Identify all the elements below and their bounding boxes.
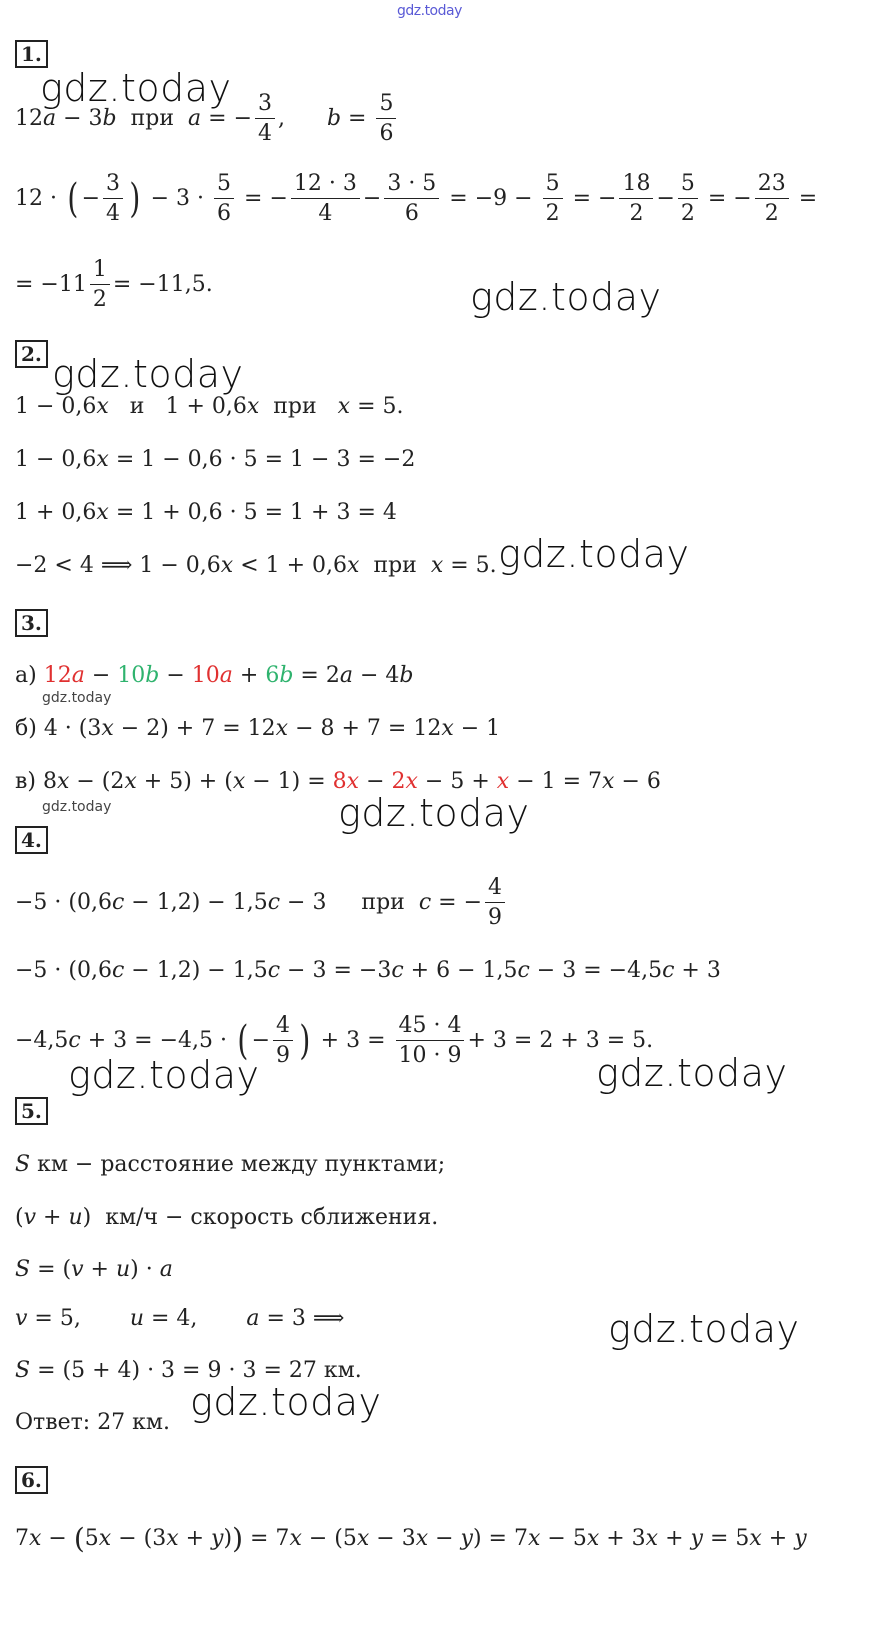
task-2-line-3: 1 + 0,6 x = 1 + 0,6 · 5 = 1 + 3 = 4 xyxy=(15,500,397,525)
watermark: gdz.today xyxy=(40,66,232,110)
task-5-line-3: S = ( v + u ) · a xyxy=(15,1257,173,1282)
watermark: gdz.today xyxy=(338,791,530,835)
task-3-line-2: б) 4 · (3 x − 2) + 7 = 12 x − 8 + 7 = 12 x − 1 xyxy=(15,716,501,741)
task-5-line-4: v = 5, u = 4, a = 3 ⟹ xyxy=(15,1306,345,1331)
task-number: 3. xyxy=(15,609,48,637)
task-5-answer: Ответ: 27 км. xyxy=(15,1410,171,1435)
task-2-line-4: −2 < 4 ⟹ 1 − 0,6 x < 1 + 0,6 x при x = 5. xyxy=(15,553,497,578)
watermark: gdz.today xyxy=(498,532,690,576)
task-4-line-2: −5 · (0,6 c − 1,2) − 1,5 c − 3 = −3 c + 6 − 1,5 c − 3 = −4,5 c + 3 xyxy=(15,958,721,983)
task-4-line-1: −5 · (0,6 c − 1,2) − 1,5 c − 3 при c = − $\frac{4}{9}$ xyxy=(15,876,508,929)
watermark-small: gdz.today xyxy=(42,799,112,815)
task-number: 4. xyxy=(15,826,48,854)
task-5-line-2: ( v + u ) км/ч − скорость сближения. xyxy=(15,1205,439,1230)
task-1-line-2: 12 · ( − $\frac{3}{4}$ ) − 3 · $\frac{5}{6}$ = − $\frac{12 \cdot 3}{4}$ − $\frac{3 \cdot 5}{6}$ = −9 − $\frac{5}{2}$ = − $\frac{18}{2}$ − $\frac{5}{2}$ = − $\frac{23}{2}$ = xyxy=(15,171,818,227)
watermark: gdz.today xyxy=(52,352,244,396)
task-number: 5. xyxy=(15,1097,48,1125)
task-number: 6. xyxy=(15,1466,48,1494)
task-4-line-3: −4,5 c + 3 = −4,5 · ( − $\frac{4}{9}$ ) + 3 = $\frac{45 \cdot 4}{10 \cdot 9}$ + 3 = 2 + 3 = 5. xyxy=(15,1013,654,1069)
header-watermark: gdz.today xyxy=(397,3,462,19)
watermark: gdz.today xyxy=(190,1380,382,1424)
watermark: gdz.today xyxy=(608,1307,800,1351)
watermark-small: gdz.today xyxy=(42,690,112,706)
task-1-line-3: = −11 $\frac{1}{2}$ = −11,5. xyxy=(15,257,213,313)
watermark: gdz.today xyxy=(596,1051,788,1095)
task-1-line-1: 12 a − 3 b при a = − $\frac{3}{4}$ , b = $\frac{5}{6}$ xyxy=(15,92,399,145)
task-5-line-1: S км − расстояние между пунктами; xyxy=(15,1152,446,1177)
watermark: gdz.today xyxy=(68,1053,260,1097)
task-3-line-1: а) 12a − 10b − 10a + 6b = 2 a − 4 b xyxy=(15,663,414,688)
task-2-line-1: 1 − 0,6 x и 1 + 0,6 x при x = 5. xyxy=(15,394,404,419)
task-number: 2. xyxy=(15,340,48,368)
task-number: 1. xyxy=(15,40,48,68)
task-6-line-1: 7 x − ( 5 x − (3 x + y ) ) = 7 x − (5 x − 3 x − y ) = 7 x − 5 x + 3 x + y = 5 x + y xyxy=(15,1522,807,1555)
task-5-line-5: S = (5 + 4) · 3 = 9 · 3 = 27 км. xyxy=(15,1358,362,1383)
watermark: gdz.today xyxy=(470,275,662,319)
task-2-line-2: 1 − 0,6 x = 1 − 0,6 · 5 = 1 − 3 = −2 xyxy=(15,447,416,472)
task-3-line-3: в) 8 x − (2 x + 5) + ( x − 1) = 8x − 2x − 5 + x − 1 = 7 x − 6 xyxy=(15,769,661,794)
